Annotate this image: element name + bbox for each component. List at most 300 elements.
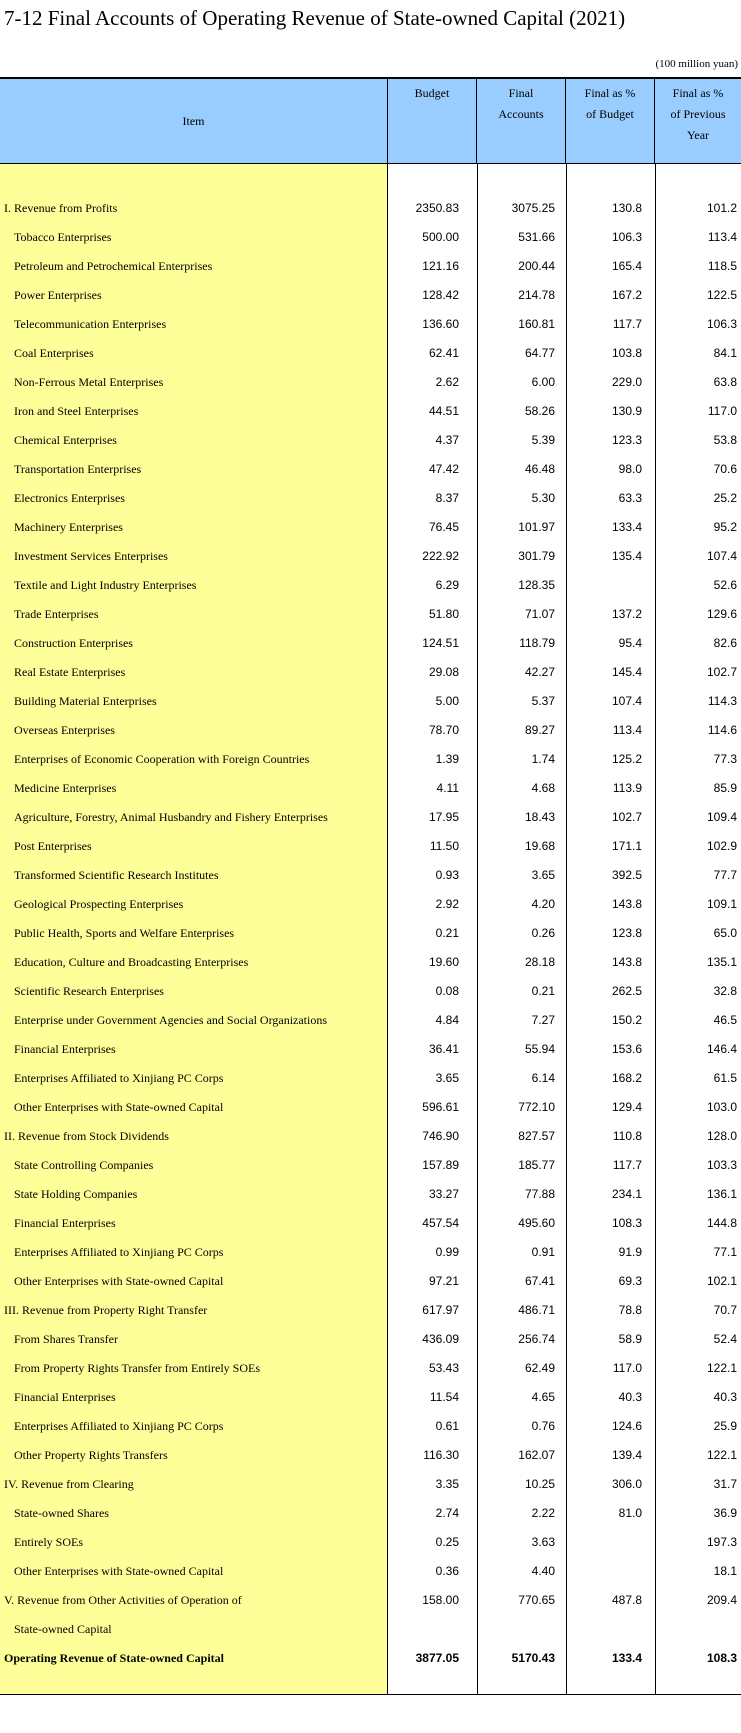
row-final-pct-prev: 106.3: [706, 317, 737, 331]
row-budget: 0.08: [435, 984, 459, 998]
row-item-label: Textile and Light Industry Enterprises: [14, 578, 197, 592]
row-final-pct-budget: 98.0: [618, 462, 642, 476]
row-budget: 116.30: [423, 1448, 459, 1462]
row-budget: 3877.05: [415, 1651, 459, 1665]
row-item-label: Transportation Enterprises: [14, 462, 142, 476]
row-final-accounts: 256.74: [518, 1332, 555, 1346]
row-budget: 44.51: [428, 404, 459, 418]
row-final-accounts: 200.44: [518, 259, 555, 273]
table-row: [0, 1238, 741, 1267]
row-budget: 11.50: [429, 839, 459, 853]
row-final-pct-prev: 102.9: [706, 839, 737, 853]
row-final-pct-prev: 109.1: [706, 897, 737, 911]
row-final-pct-budget: 107.4: [611, 694, 642, 708]
row-item-label: Power Enterprises: [14, 288, 102, 302]
table-row: [0, 426, 741, 455]
row-final-pct-prev: 25.2: [713, 491, 737, 505]
row-final-accounts: 42.27: [524, 665, 555, 679]
table-row: [0, 687, 741, 716]
row-final-accounts: 827.57: [518, 1129, 555, 1143]
table-row: [0, 716, 741, 745]
row-item-label: Enterprise under Government Agencies and Social Organizations: [14, 1013, 328, 1027]
row-budget: 36.41: [428, 1042, 459, 1056]
row-final-pct-budget: 133.4: [611, 520, 642, 534]
table-row: [0, 629, 741, 658]
row-final-pct-prev: 95.2: [713, 520, 737, 534]
row-final-pct-budget: 139.4: [611, 1448, 642, 1462]
table-row: [0, 368, 741, 397]
row-final-accounts: 0.91: [531, 1245, 555, 1259]
table-row: [0, 832, 741, 861]
row-final-pct-budget: 167.2: [611, 288, 642, 302]
row-final-pct-prev: 52.4: [713, 1332, 737, 1346]
table-row: [0, 1093, 741, 1122]
row-final-pct-prev: 40.3: [713, 1390, 737, 1404]
row-final-pct-prev: 122.5: [706, 288, 737, 302]
table-row: [0, 803, 741, 832]
row-final-accounts: 5170.43: [511, 1651, 555, 1665]
row-item-label: Other Enterprises with State-owned Capital: [14, 1100, 224, 1114]
table-row: [0, 1470, 741, 1499]
table-row: [0, 1209, 741, 1238]
table-row: [0, 1528, 741, 1557]
row-item-label: II. Revenue from Stock Dividends: [4, 1129, 169, 1143]
row-budget: 97.21: [428, 1274, 459, 1288]
table-row: [0, 1354, 741, 1383]
row-final-pct-budget: 103.8: [611, 346, 642, 360]
row-final-pct-budget: 58.9: [618, 1332, 642, 1346]
row-final-pct-budget: 487.8: [611, 1593, 642, 1607]
row-budget: 29.08: [428, 665, 459, 679]
row-final-accounts: 4.20: [531, 897, 555, 911]
row-budget: 500.00: [422, 230, 459, 244]
row-final-pct-budget: 117.7: [612, 317, 642, 331]
row-budget: 3.35: [435, 1477, 459, 1491]
row-final-accounts: 3075.25: [511, 201, 555, 215]
table-row: [0, 1615, 741, 1644]
row-item-label: From Shares Transfer: [14, 1332, 118, 1346]
row-item-label: Other Enterprises with State-owned Capital: [14, 1274, 224, 1288]
row-final-accounts: 214.78: [518, 288, 555, 302]
row-final-pct-prev: 117.0: [707, 404, 737, 418]
table-row: [0, 542, 741, 571]
row-final-accounts: 531.66: [518, 230, 555, 244]
row-budget: 11.54: [429, 1390, 459, 1404]
row-budget: 136.60: [422, 317, 459, 331]
row-budget: 617.97: [422, 1303, 459, 1317]
row-item-label: Enterprises Affiliated to Xinjiang PC Corps: [14, 1245, 224, 1259]
row-item-label: I. Revenue from Profits: [4, 201, 118, 215]
row-budget: 0.61: [435, 1419, 459, 1433]
table-row: [0, 397, 741, 426]
row-item-label: III. Revenue from Property Right Transfer: [4, 1303, 208, 1317]
row-final-accounts: 4.68: [531, 781, 555, 795]
page-title: 7-12 Final Accounts of Operating Revenue of State-owned Capital (2021): [4, 6, 626, 30]
table-row: [0, 1151, 741, 1180]
row-final-pct-budget: 123.8: [611, 926, 642, 940]
table-row: [0, 1267, 741, 1296]
row-final-accounts: 118.79: [519, 636, 555, 650]
row-final-accounts: 4.65: [531, 1390, 555, 1404]
row-item-label: From Property Rights Transfer from Entirely SOEs: [14, 1361, 260, 1375]
row-item-label: Real Estate Enterprises: [14, 665, 126, 679]
row-item-label: Financial Enterprises: [14, 1390, 116, 1404]
row-budget: 47.42: [428, 462, 459, 476]
header-final-accounts: [477, 79, 566, 164]
table-row: [0, 1325, 741, 1354]
row-final-pct-prev: 46.5: [713, 1013, 737, 1027]
row-final-pct-prev: 197.3: [706, 1535, 737, 1549]
row-final-accounts: 55.94: [524, 1042, 555, 1056]
row-final-accounts: 0.76: [531, 1419, 555, 1433]
row-final-pct-budget: 229.0: [611, 375, 642, 389]
row-final-pct-prev: 77.7: [713, 868, 737, 882]
header-final-pct-budget: [566, 79, 655, 164]
row-final-pct-prev: 101.2: [706, 201, 737, 215]
row-budget: 157.89: [422, 1158, 459, 1172]
row-final-pct-budget: 69.3: [618, 1274, 642, 1288]
row-final-accounts: 772.10: [518, 1100, 555, 1114]
row-item-label: Medicine Enterprises: [14, 781, 117, 795]
row-final-accounts: 486.71: [518, 1303, 555, 1317]
table-row: [0, 919, 741, 948]
row-item-label: Enterprises Affiliated to Xinjiang PC Corps: [14, 1419, 224, 1433]
row-budget: 5.00: [435, 694, 459, 708]
row-final-pct-prev: 32.8: [713, 984, 737, 998]
row-final-accounts: 58.26: [524, 404, 555, 418]
row-final-pct-budget: 143.8: [611, 897, 642, 911]
row-budget: 3.65: [435, 1071, 459, 1085]
row-final-pct-prev: 84.1: [713, 346, 737, 360]
row-final-pct-budget: 133.4: [611, 1651, 642, 1665]
row-budget: 4.84: [435, 1013, 459, 1027]
row-item-label: State-owned Capital: [14, 1622, 112, 1636]
row-final-accounts: 495.60: [518, 1216, 555, 1230]
row-final-accounts: 46.48: [524, 462, 555, 476]
row-item-label: Electronics Enterprises: [14, 491, 125, 505]
row-final-accounts: 101.97: [518, 520, 555, 534]
table-row: [0, 745, 741, 774]
row-final-pct-prev: 65.0: [713, 926, 737, 940]
row-final-pct-budget: 130.9: [611, 404, 642, 418]
header-budget: Budget: [388, 79, 477, 164]
row-final-accounts: 2.22: [531, 1506, 555, 1520]
row-final-accounts: 301.79: [518, 549, 555, 563]
table-row: [0, 600, 741, 629]
row-item-label: Agriculture, Forestry, Animal Husbandry and Fishery Enterprises: [14, 810, 328, 824]
row-item-label: Operating Revenue of State-owned Capital: [4, 1651, 224, 1665]
row-item-label: Coal Enterprises: [14, 346, 94, 360]
row-final-pct-budget: 145.4: [611, 665, 642, 679]
row-final-accounts: 3.63: [531, 1535, 555, 1549]
row-final-accounts: 185.77: [518, 1158, 555, 1172]
table-body: [0, 194, 741, 1673]
table-row: [0, 1035, 741, 1064]
table-row: [0, 1180, 741, 1209]
table-row: [0, 861, 741, 890]
row-final-pct-prev: 107.4: [706, 549, 737, 563]
row-item-label: Iron and Steel Enterprises: [14, 404, 139, 418]
row-final-pct-budget: 117.0: [612, 1361, 642, 1375]
row-budget: 158.00: [422, 1593, 459, 1607]
row-final-pct-prev: 77.3: [713, 752, 737, 766]
row-item-label: Geological Prospecting Enterprises: [14, 897, 184, 911]
table-row: [0, 1557, 741, 1586]
row-final-pct-prev: 103.3: [706, 1158, 737, 1172]
row-final-pct-budget: 108.3: [611, 1216, 642, 1230]
table-header: [0, 77, 741, 164]
row-budget: 17.95: [428, 810, 459, 824]
row-budget: 121.16: [422, 259, 459, 273]
row-budget: 0.25: [435, 1535, 459, 1549]
row-final-pct-budget: 150.2: [611, 1013, 642, 1027]
row-budget: 0.36: [435, 1564, 459, 1578]
row-item-label: Non-Ferrous Metal Enterprises: [14, 375, 164, 389]
row-budget: 33.27: [428, 1187, 459, 1201]
table-row: [0, 890, 741, 919]
row-final-pct-budget: 306.0: [611, 1477, 642, 1491]
row-final-pct-budget: 392.5: [611, 868, 642, 882]
row-final-pct-prev: 113.4: [707, 230, 737, 244]
row-final-pct-prev: 102.1: [706, 1274, 737, 1288]
row-item-label: Enterprises Affiliated to Xinjiang PC Corps: [14, 1071, 224, 1085]
row-budget: 128.42: [422, 288, 459, 302]
header-item: Item: [0, 79, 388, 164]
row-final-pct-prev: 36.9: [713, 1506, 737, 1520]
row-final-pct-budget: 40.3: [618, 1390, 642, 1404]
table-row: [0, 1006, 741, 1035]
table-row: [0, 194, 741, 223]
row-final-pct-budget: 102.7: [611, 810, 642, 824]
row-budget: 19.60: [428, 955, 459, 969]
row-final-pct-budget: 95.4: [618, 636, 642, 650]
row-final-pct-prev: 129.6: [706, 607, 737, 621]
table-row: [0, 310, 741, 339]
row-budget: 124.51: [422, 636, 459, 650]
row-budget: 0.21: [435, 926, 459, 940]
row-final-pct-budget: 137.2: [611, 607, 642, 621]
row-item-label: Construction Enterprises: [14, 636, 133, 650]
row-final-pct-budget: 125.2: [611, 752, 642, 766]
row-budget: 746.90: [422, 1129, 459, 1143]
row-final-pct-budget: 117.7: [612, 1158, 642, 1172]
row-final-accounts: 18.43: [524, 810, 555, 824]
row-final-pct-prev: 103.0: [706, 1100, 737, 1114]
row-item-label: Telecommunication Enterprises: [14, 317, 167, 331]
row-final-accounts: 3.65: [531, 868, 555, 882]
table-bottom-border: [0, 1694, 741, 1695]
row-item-label: Public Health, Sports and Welfare Enterprises: [14, 926, 235, 940]
row-final-accounts: 71.07: [524, 607, 555, 621]
data-table: [0, 77, 741, 1695]
row-final-pct-prev: 77.1: [713, 1245, 737, 1259]
row-item-label: Other Property Rights Transfers: [14, 1448, 168, 1462]
header-final-pct-prev-text: Final as % of Previous Year: [670, 86, 726, 142]
row-final-pct-prev: 70.7: [713, 1303, 737, 1317]
row-final-accounts: 160.81: [518, 317, 555, 331]
table-row: [0, 1441, 741, 1470]
row-final-accounts: 7.27: [531, 1013, 555, 1027]
row-final-accounts: 62.49: [524, 1361, 555, 1375]
row-item-label: Financial Enterprises: [14, 1042, 116, 1056]
row-final-pct-prev: 122.1: [706, 1361, 737, 1375]
row-item-label: State-owned Shares: [14, 1506, 109, 1520]
row-final-pct-prev: 102.7: [706, 665, 737, 679]
row-budget: 2.92: [435, 897, 459, 911]
unit-note: (100 million yuan): [655, 58, 738, 70]
row-final-accounts: 67.41: [524, 1274, 555, 1288]
row-final-pct-budget: 113.9: [612, 781, 642, 795]
table-row: [0, 774, 741, 803]
row-final-pct-prev: 63.8: [713, 375, 737, 389]
table-row: [0, 223, 741, 252]
row-budget: 457.54: [422, 1216, 459, 1230]
header-final-accounts-text: Final Accounts: [498, 86, 544, 121]
row-final-accounts: 64.77: [524, 346, 555, 360]
row-final-pct-prev: 128.0: [706, 1129, 737, 1143]
row-final-pct-budget: 262.5: [611, 984, 642, 998]
row-final-accounts: 1.74: [531, 752, 555, 766]
row-final-pct-prev: 144.8: [706, 1216, 737, 1230]
table-row: [0, 484, 741, 513]
row-budget: 0.99: [435, 1245, 459, 1259]
row-final-pct-prev: 61.5: [713, 1071, 737, 1085]
row-final-accounts: 0.21: [531, 984, 555, 998]
table-row: [0, 1383, 741, 1412]
table-row: [0, 977, 741, 1006]
row-final-pct-budget: 171.1: [611, 839, 642, 853]
row-final-pct-prev: 114.6: [707, 723, 737, 737]
table-row: [0, 513, 741, 542]
row-final-pct-budget: 153.6: [611, 1042, 642, 1056]
row-final-pct-budget: 143.8: [611, 955, 642, 969]
table-row: [0, 1586, 741, 1615]
row-item-label: Tobacco Enterprises: [14, 230, 112, 244]
row-final-accounts: 5.30: [531, 491, 555, 505]
table-row: [0, 1064, 741, 1093]
row-item-label: Other Enterprises with State-owned Capital: [14, 1564, 224, 1578]
header-final-pct-budget-text: Final as % of Budget: [584, 86, 636, 121]
table-row: [0, 658, 741, 687]
row-item-label: Building Material Enterprises: [14, 694, 157, 708]
row-final-accounts: 4.40: [531, 1564, 555, 1578]
row-final-pct-prev: 114.3: [707, 694, 737, 708]
row-final-pct-prev: 31.7: [713, 1477, 737, 1491]
row-final-accounts: 0.26: [531, 926, 555, 940]
row-budget: 436.09: [422, 1332, 459, 1346]
row-budget: 1.39: [435, 752, 459, 766]
row-final-pct-prev: 146.4: [706, 1042, 737, 1056]
row-budget: 596.61: [422, 1100, 459, 1114]
row-item-label: State Holding Companies: [14, 1187, 138, 1201]
row-final-pct-prev: 52.6: [713, 578, 737, 592]
table-row: [0, 1412, 741, 1441]
row-final-pct-prev: 53.8: [713, 433, 737, 447]
row-item-label: State Controlling Companies: [14, 1158, 154, 1172]
row-final-pct-budget: 81.0: [618, 1506, 642, 1520]
row-final-pct-budget: 110.8: [612, 1129, 642, 1143]
row-final-accounts: 19.68: [524, 839, 555, 853]
row-budget: 2.74: [435, 1506, 459, 1520]
table-row: [0, 1644, 741, 1673]
row-final-pct-budget: 123.3: [611, 433, 642, 447]
row-final-accounts: 128.35: [518, 578, 555, 592]
row-item-label: Petroleum and Petrochemical Enterprises: [14, 259, 213, 273]
table-row: [0, 252, 741, 281]
row-budget: 76.45: [428, 520, 459, 534]
row-final-pct-prev: 25.9: [713, 1419, 737, 1433]
row-budget: 6.29: [435, 578, 459, 592]
row-final-pct-budget: 91.9: [618, 1245, 642, 1259]
row-item-label: Financial Enterprises: [14, 1216, 116, 1230]
row-item-label: Machinery Enterprises: [14, 520, 123, 534]
row-final-pct-prev: 118.5: [707, 259, 737, 273]
row-item-label: Scientific Research Enterprises: [14, 984, 164, 998]
row-item-label: Chemical Enterprises: [14, 433, 117, 447]
row-final-pct-prev: 70.6: [713, 462, 737, 476]
row-budget: 4.37: [435, 433, 459, 447]
row-final-accounts: 6.14: [531, 1071, 555, 1085]
row-budget: 2350.83: [415, 201, 459, 215]
row-final-pct-prev: 85.9: [713, 781, 737, 795]
row-budget: 62.41: [428, 346, 459, 360]
table-row: [0, 1499, 741, 1528]
row-final-pct-prev: 122.1: [706, 1448, 737, 1462]
row-final-pct-prev: 135.1: [706, 955, 737, 969]
row-final-accounts: 77.88: [524, 1187, 555, 1201]
row-final-accounts: 5.39: [531, 433, 555, 447]
row-final-accounts: 89.27: [524, 723, 555, 737]
row-final-pct-prev: 108.3: [706, 1651, 737, 1665]
row-final-pct-prev: 136.1: [706, 1187, 737, 1201]
row-item-label: Education, Culture and Broadcasting Enterprises: [14, 955, 249, 969]
row-budget: 51.80: [428, 607, 459, 621]
table-row: [0, 281, 741, 310]
table-row: [0, 339, 741, 368]
table-row: [0, 455, 741, 484]
row-final-accounts: 10.25: [524, 1477, 555, 1491]
row-budget: 53.43: [428, 1361, 459, 1375]
row-final-pct-prev: 209.4: [706, 1593, 737, 1607]
table-row: [0, 1296, 741, 1325]
row-final-accounts: 770.65: [518, 1593, 555, 1607]
table-row: [0, 571, 741, 600]
row-final-accounts: 28.18: [524, 955, 555, 969]
row-final-pct-budget: 168.2: [611, 1071, 642, 1085]
row-final-accounts: 6.00: [531, 375, 555, 389]
row-final-pct-budget: 63.3: [618, 491, 642, 505]
row-final-pct-budget: 113.4: [612, 723, 642, 737]
row-final-pct-budget: 135.4: [611, 549, 642, 563]
row-item-label: Trade Enterprises: [14, 607, 99, 621]
row-final-pct-budget: 106.3: [611, 230, 642, 244]
row-budget: 222.92: [422, 549, 459, 563]
row-final-pct-budget: 124.6: [611, 1419, 642, 1433]
row-final-pct-budget: 130.8: [611, 201, 642, 215]
row-final-pct-prev: 82.6: [713, 636, 737, 650]
row-budget: 4.11: [436, 781, 459, 795]
row-budget: 2.62: [435, 375, 459, 389]
row-final-pct-budget: 165.4: [611, 259, 642, 273]
row-final-pct-prev: 18.1: [713, 1564, 737, 1578]
table-row: [0, 1122, 741, 1151]
row-final-pct-budget: 234.1: [611, 1187, 642, 1201]
row-final-pct-budget: 129.4: [611, 1100, 642, 1114]
row-item-label: Transformed Scientific Research Institutes: [14, 868, 219, 882]
row-budget: 78.70: [428, 723, 459, 737]
row-item-label: IV. Revenue from Clearing: [4, 1477, 134, 1491]
row-budget: 0.93: [435, 868, 459, 882]
